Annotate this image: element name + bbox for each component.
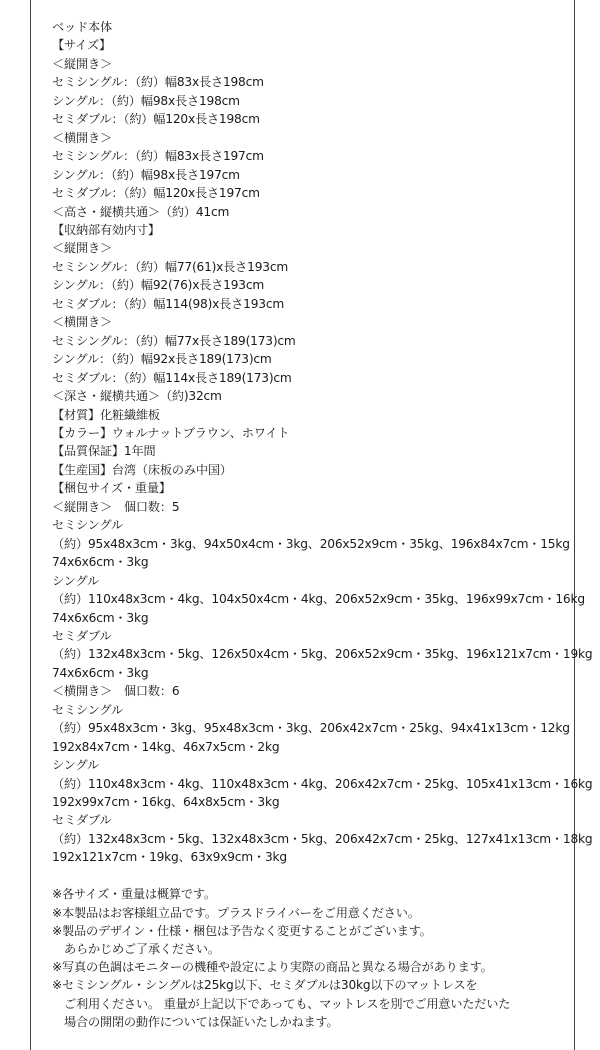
spec-line: セミシングル：（約）幅83x長さ197cm: [52, 149, 264, 164]
spec-line: セミシングル：（約）幅77(61)x長さ193cm: [52, 259, 288, 274]
spec-line: ベッド本体: [52, 20, 112, 34]
spec-line: セミダブル：（約）幅114(98)x長さ193cm: [52, 296, 284, 311]
spec-line: （約）110x48x3cm・4kg、110x48x3cm・4kg、206x42x7cm・25kg、105x41x13cm・16kg: [52, 776, 593, 791]
spec-line: ＜縦開き＞: [52, 241, 112, 256]
note-line: ご利用ください。 重量が上記以下であっても、マットレスを別でご用意いただいた: [64, 996, 511, 1011]
spec-line: 【サイズ】: [52, 38, 111, 53]
note-line: ※製品のデザイン・仕様・梱包は予告なく変更することがございます。: [52, 923, 432, 938]
spec-line: セミシングル：（約）幅77x長さ189(173)cm: [52, 333, 296, 348]
spec-line: シングル: [52, 758, 100, 773]
spec-line: シングル: [52, 573, 100, 588]
spec-line: 【カラー】ウォルナットブラウン、ホワイト: [52, 425, 290, 440]
spec-line: セミダブル: [52, 628, 112, 643]
spec-line: 74x6x6cm・3kg: [52, 610, 149, 625]
spec-line: 74x6x6cm・3kg: [52, 665, 149, 680]
spec-line: シングル：（約）幅98x長さ198cm: [52, 93, 240, 108]
note-line: ※本製品はお客様組立品です。プラスドライバーをご用意ください。: [52, 905, 420, 920]
spec-list: [52, 18, 593, 867]
spec-line: 192x121x7cm・19kg、63x9x9cm・3kg: [52, 850, 287, 865]
spec-line: ＜高さ・縦横共通＞（約）41cm: [52, 204, 230, 219]
spec-line: 【生産国】台湾（床板のみ中国）: [52, 462, 232, 477]
spec-line: シングル：（約）幅98x長さ197cm: [52, 167, 240, 182]
spec-line: セミダブル：（約）幅120x長さ197cm: [52, 186, 260, 201]
spec-line: ＜縦開き＞: [52, 56, 112, 71]
note-line: ※各サイズ・重量は概算です。: [52, 887, 216, 902]
spec-line: シングル：（約）幅92(76)x長さ193cm: [52, 278, 265, 293]
spec-line: （約）132x48x3cm・5kg、126x50x4cm・5kg、206x52x9cm・35kg、196x121x7cm・19kg: [52, 647, 593, 662]
spec-line: 192x99x7cm・16kg、64x8x5cm・3kg: [52, 795, 280, 810]
spec-line: セミシングル: [52, 702, 124, 717]
spec-line: セミダブル：（約）幅114x長さ189(173)cm: [52, 370, 292, 385]
note-line: あらかじめご了承ください。: [64, 941, 220, 956]
spec-line: ＜深さ・縦横共通＞（約)32cm: [52, 389, 222, 404]
spec-line: ＜横開き＞: [52, 130, 112, 145]
section-gap: [52, 867, 572, 886]
spec-line: セミシングル: [52, 518, 124, 533]
spec-line: ＜横開き＞ 個口数：6: [52, 684, 180, 699]
spec-line: 74x6x6cm・3kg: [52, 555, 149, 570]
spec-line: （約）95x48x3cm・3kg、94x50x4cm・3kg、206x52x9cm・35kg、196x84x7cm・15kg: [52, 536, 570, 551]
spec-line: （約）95x48x3cm・3kg、95x48x3cm・3kg、206x42x7cm・25kg、94x41x13cm・12kg: [52, 721, 570, 736]
spec-line: セミシングル：（約）幅83x長さ198cm: [52, 75, 264, 90]
spec-line: セミダブル：（約）幅120x長さ198cm: [52, 112, 260, 127]
spec-line: セミダブル: [52, 813, 112, 828]
spec-line: 【品質保証】1年間: [52, 444, 156, 459]
note-line: 場合の開閉の動作については保証いたしかねます。: [64, 1014, 339, 1029]
spec-line: 【収納部有効内寸】: [52, 222, 160, 237]
spec-line: シングル：（約）幅92x長さ189(173)cm: [52, 352, 272, 367]
spec-line: 【梱包サイズ・重量】: [52, 481, 171, 496]
note-line: ※写真の色調はモニターの機種や設定により実際の商品と異なる場合があります。: [52, 960, 493, 975]
spec-line: ＜横開き＞: [52, 315, 112, 330]
spec-line: ＜縦開き＞ 個口数：5: [52, 499, 180, 514]
spec-sheet: [52, 18, 593, 1031]
notes-list: [52, 885, 572, 1031]
spec-line: 【材質】化粧繊維板: [52, 407, 160, 422]
note-line: ※セミシングル・シングルは25kg以下、セミダブルは30kg以下のマットレスを: [52, 978, 478, 993]
spec-line: （約）132x48x3cm・5kg、132x48x3cm・5kg、206x42x7cm・25kg、127x41x13cm・18kg: [52, 831, 593, 846]
spec-line: （約）110x48x3cm・4kg、104x50x4cm・4kg、206x52x9cm・35kg、196x99x7cm・16kg: [52, 592, 585, 607]
spec-line: 192x84x7cm・14kg、46x7x5cm・2kg: [52, 739, 280, 754]
